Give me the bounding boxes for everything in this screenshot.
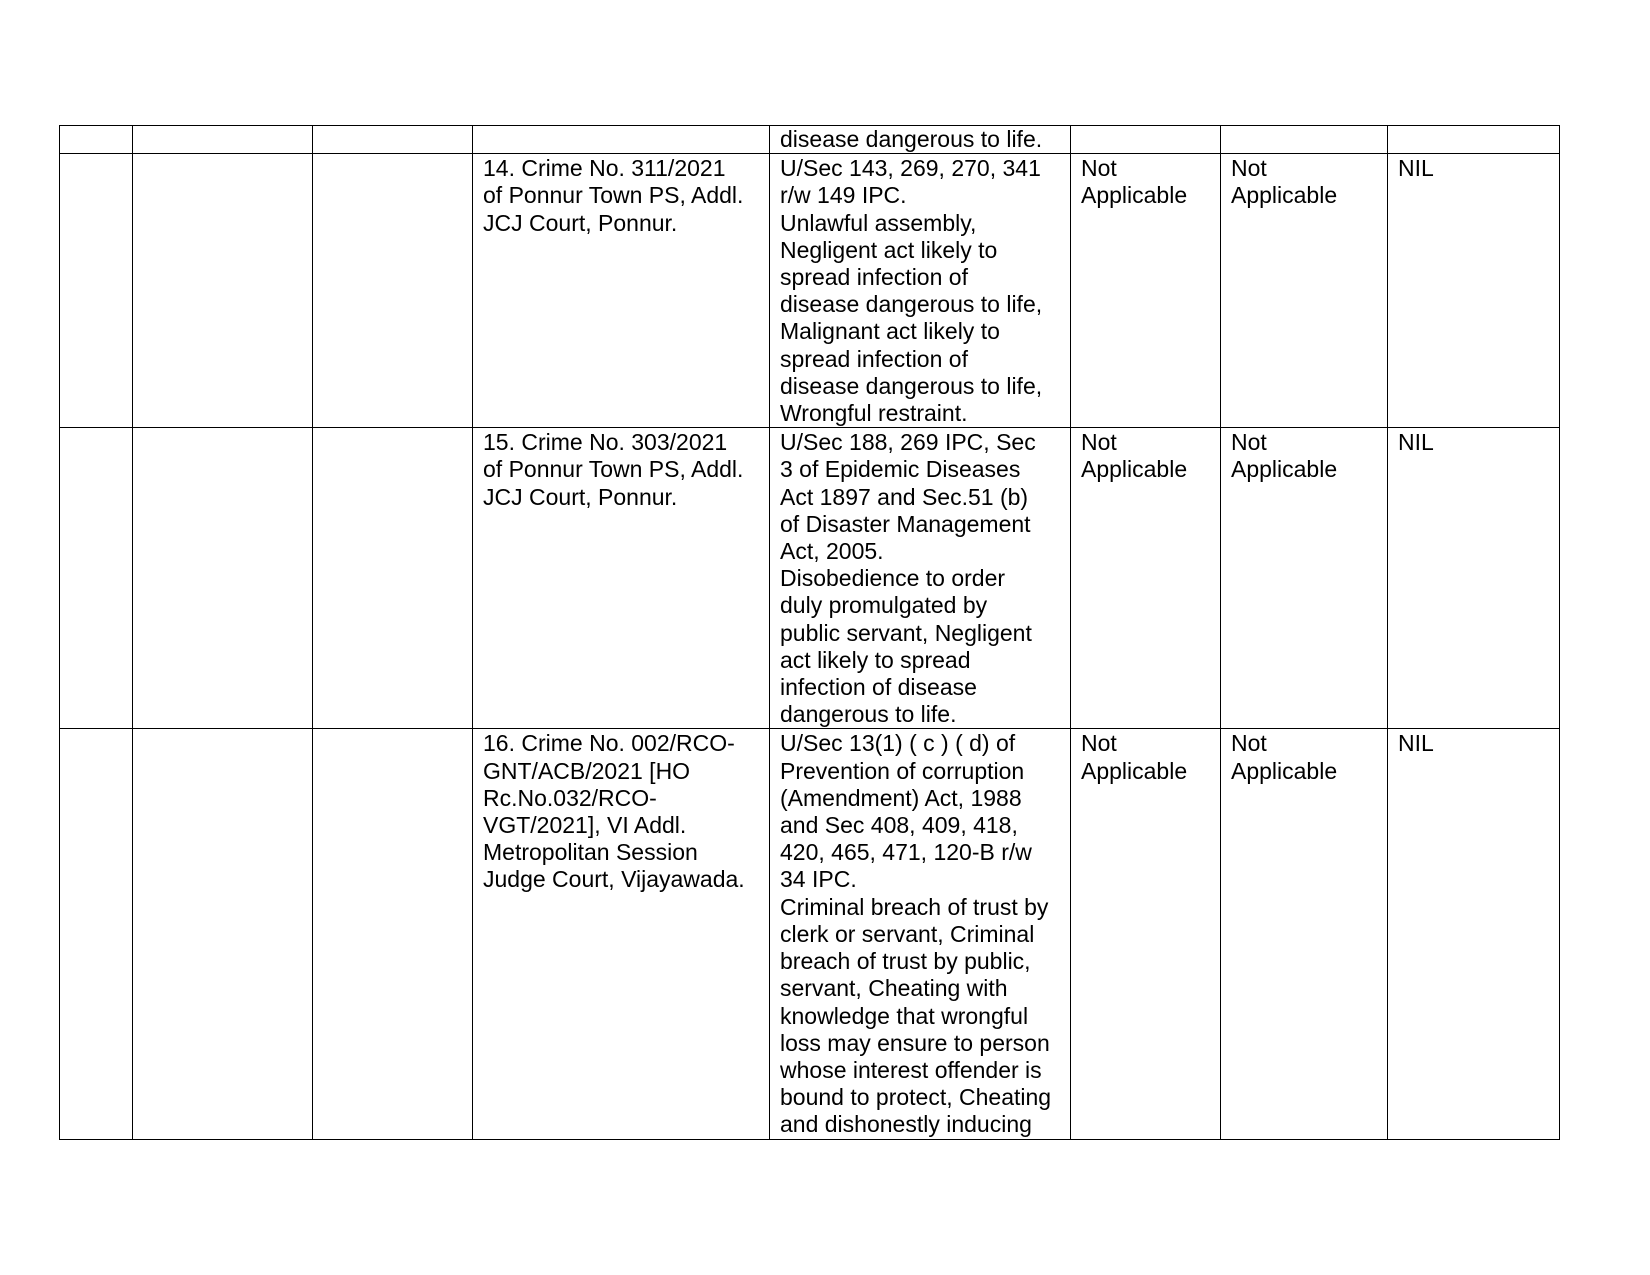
case-cell: 14. Crime No. 311/2021 of Ponnur Town PS, Addl. JCJ Court, Ponnur. bbox=[473, 154, 770, 428]
party-cell bbox=[313, 154, 473, 428]
charges-framed-cell: Not Applicable bbox=[1071, 729, 1221, 1139]
case-table bbox=[59, 125, 1560, 1140]
sections-cell: U/Sec 143, 269, 270, 341 r/w 149 IPC. Unlawful assembly, Negligent act likely to spread infection of disease dangerous to life, Malignant act likely to spread infection of disease dangerous to life, Wrongful restraint. bbox=[770, 154, 1071, 428]
date-framed-cell: Not Applicable bbox=[1221, 154, 1388, 428]
date-framed-cell: Not Applicable bbox=[1221, 729, 1388, 1139]
appeal-cell bbox=[1388, 126, 1560, 154]
case-cell bbox=[473, 126, 770, 154]
sections-cell: disease dangerous to life. bbox=[770, 126, 1071, 154]
table-row bbox=[60, 729, 1560, 1139]
name-cell bbox=[133, 729, 313, 1139]
appeal-cell: NIL bbox=[1388, 729, 1560, 1139]
case-cell: 15. Crime No. 303/2021 of Ponnur Town PS, Addl. JCJ Court, Ponnur. bbox=[473, 428, 770, 729]
date-framed-cell: Not Applicable bbox=[1221, 428, 1388, 729]
name-cell bbox=[133, 154, 313, 428]
sections-cell: U/Sec 188, 269 IPC, Sec 3 of Epidemic Diseases Act 1897 and Sec.51 (b) of Disaster Management Act, 2005. Disobedience to order duly promulgated by public servant, Negligent act likely to spread infection of disease dangerous to life. bbox=[770, 428, 1071, 729]
serial-cell bbox=[60, 126, 133, 154]
party-cell bbox=[313, 428, 473, 729]
party-cell bbox=[313, 729, 473, 1139]
charges-framed-cell bbox=[1071, 126, 1221, 154]
serial-cell bbox=[60, 154, 133, 428]
sections-cell: U/Sec 13(1) ( c ) ( d) of Prevention of corruption (Amendment) Act, 1988 and Sec 408, 409, 418, 420, 465, 471, 120-B r/w 34 IPC. Criminal breach of trust by clerk or servant, Criminal breach of trust by public, servant, Cheating with knowledge that wrongful loss may ensure to person whose interest offender is bound to protect, Cheating and dishonestly inducing bbox=[770, 729, 1071, 1139]
table-row bbox=[60, 126, 1560, 154]
party-cell bbox=[313, 126, 473, 154]
serial-cell bbox=[60, 729, 133, 1139]
charges-framed-cell: Not Applicable bbox=[1071, 428, 1221, 729]
table-row bbox=[60, 154, 1560, 428]
charges-framed-cell: Not Applicable bbox=[1071, 154, 1221, 428]
case-cell: 16. Crime No. 002/RCO- GNT/ACB/2021 [HO Rc.No.032/RCO- VGT/2021], VI Addl. Metropolitan Session Judge Court, Vijayawada. bbox=[473, 729, 770, 1139]
appeal-cell: NIL bbox=[1388, 428, 1560, 729]
table-row bbox=[60, 428, 1560, 729]
name-cell bbox=[133, 126, 313, 154]
appeal-cell: NIL bbox=[1388, 154, 1560, 428]
date-framed-cell bbox=[1221, 126, 1388, 154]
name-cell bbox=[133, 428, 313, 729]
serial-cell bbox=[60, 428, 133, 729]
